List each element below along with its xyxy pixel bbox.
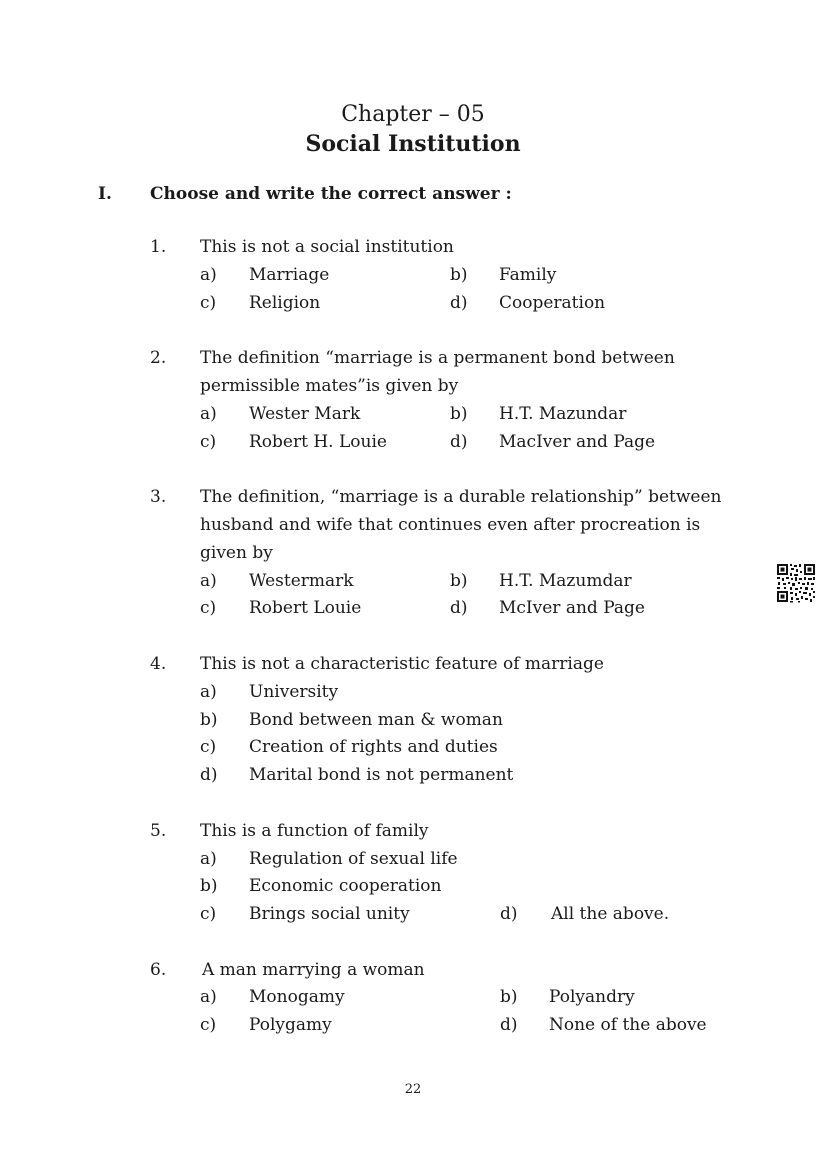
option-key: c): [200, 432, 217, 452]
option-key: a): [200, 265, 217, 285]
option-text: Wester Mark: [249, 404, 361, 424]
qr-code-icon: [776, 563, 816, 603]
section-heading: Choose and write the correct answer :: [150, 184, 512, 204]
option-key: d): [450, 598, 468, 618]
page-number: 22: [404, 1082, 422, 1097]
option-text: Cooperation: [499, 293, 606, 313]
option-key: c): [200, 904, 217, 924]
option-text: Creation of rights and duties: [249, 737, 498, 757]
question-number: 5.: [150, 821, 167, 841]
question-text: The definition, “marriage is a durable relationship” between: [200, 487, 722, 507]
option-text: Religion: [249, 293, 321, 313]
question-text: This is a function of family: [200, 821, 429, 841]
option-key: a): [200, 987, 217, 1007]
option-text: H.T. Mazundar: [499, 404, 627, 424]
question-number: 1.: [150, 237, 167, 257]
option-text: Polygamy: [249, 1015, 332, 1035]
chapter-title: Social Institution: [305, 131, 521, 157]
question-number: 4.: [150, 654, 167, 674]
option-key: d): [500, 1015, 518, 1035]
option-text: Polyandry: [549, 987, 635, 1007]
section-number: I.: [98, 184, 112, 204]
option-key: d): [200, 765, 218, 785]
option-text: Brings social unity: [249, 904, 410, 924]
option-key: c): [200, 737, 217, 757]
question-text: permissible mates”is given by: [200, 376, 459, 396]
option-key: b): [200, 710, 218, 730]
option-key: b): [500, 987, 518, 1007]
option-text: MacIver and Page: [499, 432, 656, 452]
question-text: The definition “marriage is a permanent bond between: [200, 348, 675, 368]
question-text: This is not a social institution: [200, 237, 454, 257]
option-key: b): [450, 404, 468, 424]
question-number: 2.: [150, 348, 167, 368]
option-text: Marriage: [249, 265, 330, 285]
option-text: Bond between man & woman: [249, 710, 503, 730]
option-text: Monogamy: [249, 987, 345, 1007]
option-text: None of the above: [549, 1015, 707, 1035]
question-number: 6.: [150, 960, 167, 980]
option-text: University: [249, 682, 339, 702]
question-text: husband and wife that continues even after procreation is: [200, 515, 701, 535]
option-key: c): [200, 293, 217, 313]
option-key: b): [450, 571, 468, 591]
option-key: d): [500, 904, 518, 924]
option-key: b): [200, 876, 218, 896]
chapter-number: Chapter – 05: [341, 102, 485, 127]
option-text: H.T. Mazumdar: [499, 571, 632, 591]
option-text: Robert Louie: [249, 598, 362, 618]
option-text: Regulation of sexual life: [249, 849, 458, 869]
option-key: a): [200, 404, 217, 424]
option-text: Westermark: [249, 571, 354, 591]
question-number: 3.: [150, 487, 167, 507]
option-key: a): [200, 849, 217, 869]
question-text: A man marrying a woman: [202, 960, 425, 980]
option-key: a): [200, 571, 217, 591]
question-text: This is not a characteristic feature of marriage: [200, 654, 604, 674]
option-text: Robert H. Louie: [249, 432, 387, 452]
option-text: All the above.: [551, 904, 670, 924]
option-text: McIver and Page: [499, 598, 645, 618]
option-text: Marital bond is not permanent: [249, 765, 514, 785]
option-key: c): [200, 598, 217, 618]
question-text: given by: [200, 543, 273, 563]
option-key: c): [200, 1015, 217, 1035]
option-key: d): [450, 432, 468, 452]
option-key: a): [200, 682, 217, 702]
option-text: Economic cooperation: [249, 876, 442, 896]
option-text: Family: [499, 265, 557, 285]
option-key: d): [450, 293, 468, 313]
option-key: b): [450, 265, 468, 285]
